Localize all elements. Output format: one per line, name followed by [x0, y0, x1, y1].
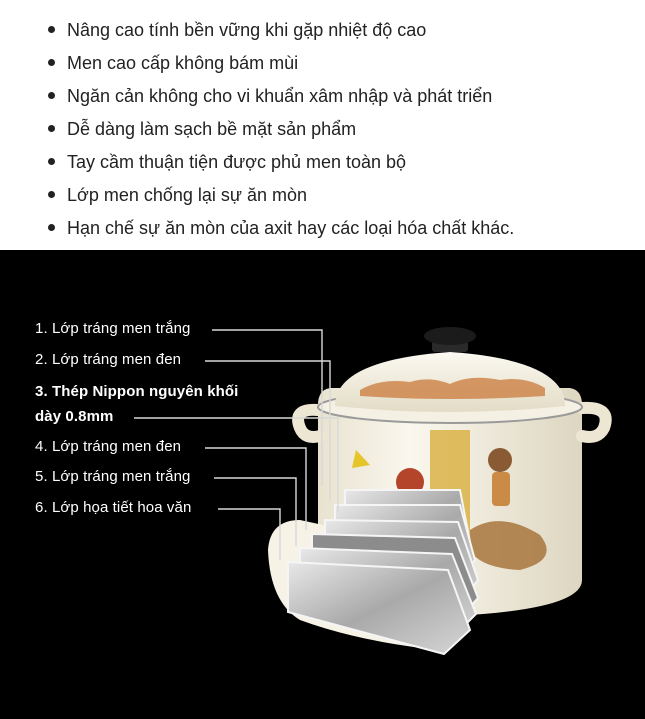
layer-label-4: 4. Lớp tráng men đen — [35, 438, 182, 455]
feature-item: Ngăn cản không cho vi khuẩn xâm nhập và phát triển — [48, 86, 492, 107]
layer-diagram-panel — [0, 250, 645, 719]
bullet-dot-icon — [48, 191, 55, 198]
bullet-dot-icon — [48, 125, 55, 132]
feature-item: Hạn chế sự ăn mòn của axit hay các loại hóa chất khác. — [48, 218, 514, 239]
layer-label-1: 1. Lớp tráng men trắng — [35, 320, 191, 337]
bullet-dot-icon — [48, 59, 55, 66]
feature-item: Dễ dàng làm sạch bề mặt sản phẩm — [48, 119, 356, 140]
feature-item: Nâng cao tính bền vững khi gặp nhiệt độ cao — [48, 20, 426, 41]
bullet-dot-icon — [48, 92, 55, 99]
layer-label-2: 2. Lớp tráng men đen — [35, 351, 182, 368]
feature-list — [0, 0, 645, 250]
bullet-dot-icon — [48, 224, 55, 231]
layer-label-3-thickness: dày 0.8mm — [35, 408, 114, 425]
feature-item: Tay cầm thuận tiện được phủ men toàn bộ — [48, 152, 406, 173]
bullet-dot-icon — [48, 158, 55, 165]
layer-label-3: 3. Thép Nippon nguyên khối — [35, 383, 239, 400]
layer-label-5: 5. Lớp tráng men trắng — [35, 468, 191, 485]
bullet-dot-icon — [48, 26, 55, 33]
layer-labels — [0, 250, 645, 719]
feature-item: Men cao cấp không bám mùi — [48, 53, 298, 74]
feature-item: Lớp men chống lại sự ăn mòn — [48, 185, 307, 206]
layer-label-6: 6. Lớp họa tiết hoa văn — [35, 499, 192, 516]
